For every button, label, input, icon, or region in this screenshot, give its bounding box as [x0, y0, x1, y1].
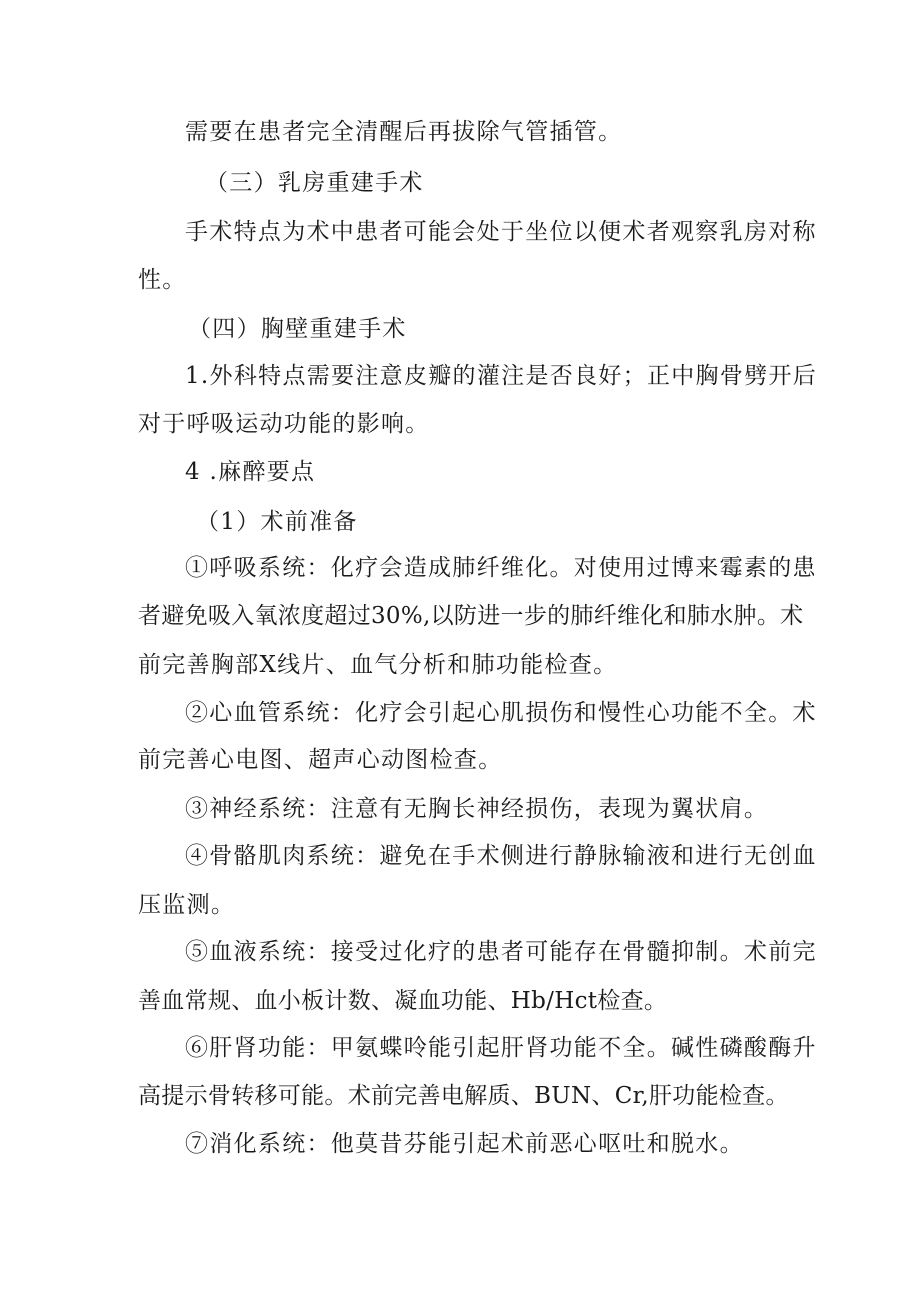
text-line: 前完善胸部X线片、血气分析和肺功能检查。 — [138, 652, 618, 678]
text-line: 善血常规、血小板计数、凝血功能、Hb/Hct检查。 — [138, 988, 668, 1014]
text-line: 压监测。 — [138, 892, 236, 918]
text-line: ⑦消化系统：他莫昔芬能引起术前恶心呕吐和脱水。 — [185, 1131, 744, 1157]
text-line: 高提示骨转移可能。术前完善电解质、BUN、Cr,肝功能检查。 — [138, 1083, 789, 1109]
text-line: ④骨骼肌肉系统：避免在手术侧进行静脉输液和进行无创血 — [185, 843, 817, 869]
text-line: 1.外科特点需要注意皮瓣的灌注是否良好；正中胸骨劈开后 — [185, 363, 818, 389]
text-line: 手术特点为术中患者可能会处于坐位以便术者观察乳房对称 — [185, 219, 817, 245]
text-line: 需要在患者完全清醒后再拔除气管插管。 — [185, 119, 623, 145]
section-heading: （三）乳房重建手术 — [205, 170, 424, 196]
text-line: 性。 — [138, 267, 187, 293]
text-line: ③神经系统：注意有无胸长神经损伤，表现为翼状肩。 — [185, 796, 769, 822]
section-heading: （四）胸壁重建手术 — [188, 316, 407, 342]
text-line: 对于呼吸运动功能的影响。 — [138, 411, 430, 437]
section-heading: （1）术前准备 — [196, 509, 358, 535]
text-line: ⑤血液系统：接受过化疗的患者可能存在骨髓抑制。术前完 — [185, 939, 817, 965]
section-heading: 4 .麻醉要点 — [185, 459, 316, 485]
text-line: 前完善心电图、超声心动图检查。 — [138, 747, 503, 773]
text-line: ②心血管系统：化疗会引起心肌损伤和慢性心功能不全。术 — [185, 700, 817, 726]
text-line: 者避免吸入氧浓度超过30%,以防进一步的肺纤维化和肺水肿。术 — [138, 603, 804, 629]
text-line: ⑥肝肾功能：甲氨蝶呤能引起肝肾功能不全。碱性磷酸酶升 — [185, 1035, 817, 1061]
text-line: ①呼吸系统：化疗会造成肺纤维化。对使用过博来霉素的患 — [185, 555, 817, 581]
